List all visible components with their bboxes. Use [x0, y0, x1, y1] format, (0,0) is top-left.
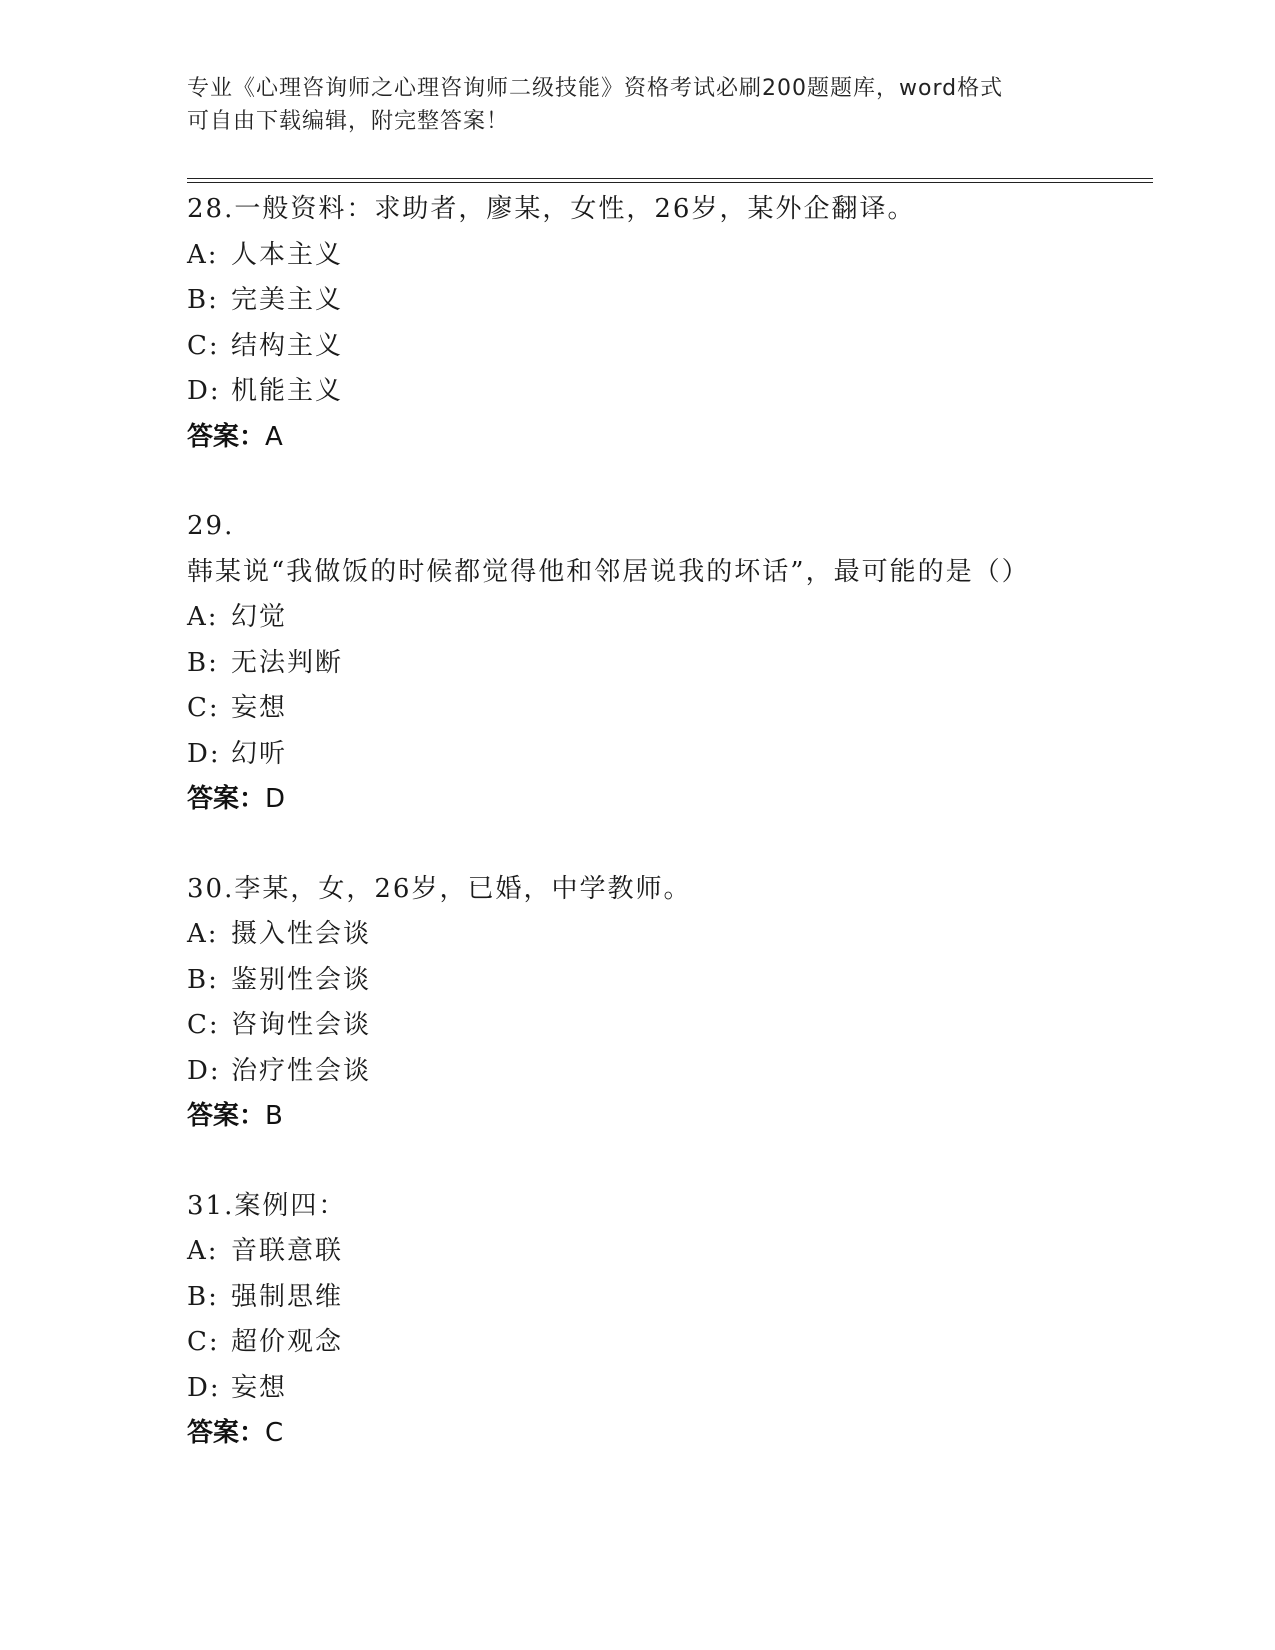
answer-line: [187, 777, 1087, 823]
option-b: [187, 1275, 1087, 1321]
option-d: [187, 732, 1087, 778]
option-c: [187, 324, 1087, 370]
option-b: [187, 641, 1087, 687]
option-text: 治疗性会谈: [231, 1055, 372, 1086]
document-header: [187, 72, 1087, 138]
option-letter: A:: [187, 602, 219, 632]
answer-value: A: [265, 421, 283, 452]
question-number: 28.: [187, 194, 235, 224]
question-text: 一般资料：求助者，廖某，女性，26岁，某外企翻译。: [234, 194, 916, 224]
question-stem: [187, 187, 1087, 233]
question-stem: [187, 867, 1087, 913]
option-text: 超价观念: [231, 1327, 344, 1357]
option-text: 咨询性会谈: [231, 1010, 372, 1040]
option-letter: D:: [187, 1055, 221, 1086]
question-text: 案例四：: [234, 1190, 347, 1221]
header-divider-bottom: [187, 182, 1153, 183]
question-list: [187, 187, 1087, 1501]
option-text: 完美主义: [231, 285, 344, 315]
header-line-1: 专业《心理咨询师之心理咨询师二级技能》资格考试必刷200题题库，word格式: [187, 76, 1004, 101]
option-c: [187, 1320, 1087, 1366]
option-text: 无法判断: [231, 647, 344, 678]
option-d: [187, 1049, 1087, 1095]
option-b: [187, 958, 1087, 1004]
answer-line: [187, 1411, 1087, 1457]
option-letter: D:: [187, 376, 221, 406]
question-30: [187, 867, 1087, 1140]
question-text: 韩某说“我做饭的时候都觉得他和邻居说我的坏话”，最可能的是（）: [187, 556, 1030, 587]
option-letter: C:: [187, 1010, 220, 1040]
question-31: [187, 1184, 1087, 1457]
option-text: 音联意联: [231, 1236, 344, 1266]
option-letter: C:: [187, 1327, 220, 1357]
option-text: 结构主义: [231, 330, 344, 361]
header-divider-top: [187, 178, 1153, 179]
option-text: 妄想: [231, 1372, 288, 1403]
option-letter: B:: [187, 647, 219, 678]
question-28: [187, 187, 1087, 460]
option-letter: D:: [187, 738, 221, 769]
answer-line: [187, 1094, 1087, 1140]
answer-value: C: [265, 1418, 284, 1448]
question-stem: [187, 504, 1067, 595]
option-text: 妄想: [231, 693, 288, 723]
option-letter: C:: [187, 330, 220, 361]
option-letter: B:: [187, 285, 219, 315]
option-text: 强制思维: [231, 1281, 344, 1312]
question-number: 31.: [187, 1190, 235, 1221]
option-text: 幻觉: [231, 602, 288, 632]
option-text: 摄入性会谈: [231, 919, 372, 949]
answer-value: D: [265, 784, 286, 814]
option-letter: B:: [187, 964, 219, 995]
option-a: [187, 233, 1087, 279]
question-number: 30.: [187, 873, 235, 904]
answer-label: 答案：: [187, 784, 266, 814]
answer-value: B: [265, 1101, 283, 1131]
option-a: [187, 1229, 1087, 1275]
option-letter: A:: [187, 1236, 219, 1266]
answer-label: 答案：: [187, 1101, 266, 1131]
option-letter: D:: [187, 1372, 221, 1403]
option-text: 鉴别性会谈: [231, 964, 372, 995]
option-letter: B:: [187, 1281, 219, 1312]
option-c: [187, 686, 1087, 732]
option-a: [187, 912, 1087, 958]
question-text: 李某，女，26岁，已婚，中学教师。: [234, 873, 692, 904]
header-line-2: 可自由下载编辑，附完整答案！: [187, 109, 510, 134]
option-d: [187, 369, 1087, 415]
option-a: [187, 595, 1087, 641]
answer-label: 答案：: [187, 421, 266, 452]
question-stem: [187, 1184, 1087, 1230]
answer-line: [187, 415, 1087, 461]
option-text: 机能主义: [231, 376, 344, 406]
option-letter: C:: [187, 693, 220, 723]
question-number: 29.: [187, 511, 235, 541]
answer-label: 答案：: [187, 1418, 266, 1448]
question-29: [187, 504, 1087, 823]
option-c: [187, 1003, 1087, 1049]
option-letter: A:: [187, 239, 219, 270]
option-d: [187, 1366, 1087, 1412]
option-text: 人本主义: [231, 239, 344, 270]
option-b: [187, 278, 1087, 324]
option-text: 幻听: [231, 738, 288, 769]
option-letter: A:: [187, 919, 219, 949]
